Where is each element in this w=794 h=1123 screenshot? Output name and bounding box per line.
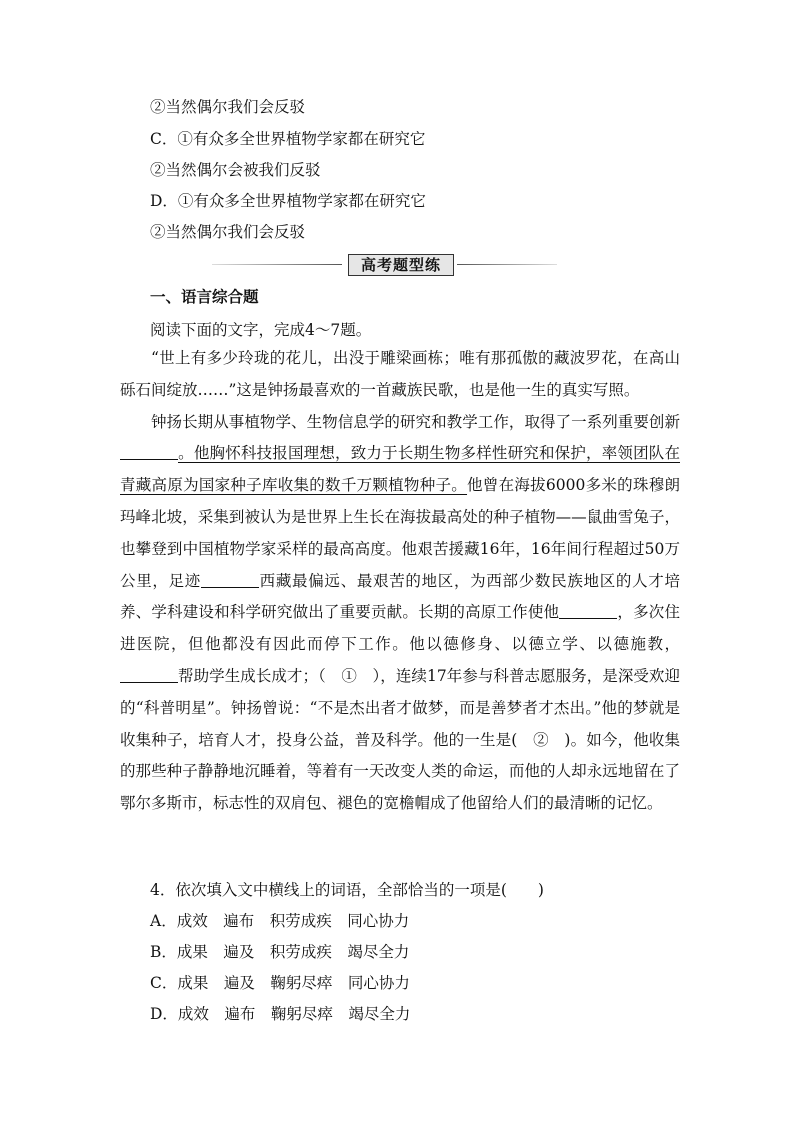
fill-blank <box>120 443 178 460</box>
banner-rule-right <box>457 264 557 265</box>
passage-text: 他曾在海拔6000多米的珠穆朗玛峰北坡，采集到被认为是世界上生长在海拔最高处的种子植物——鼠曲雪兔子，也攀登到中国植物学家采样的最高高度。他艰苦援藏16年，16年间行程超过50万公里，足迹 <box>120 476 680 590</box>
underlined-sentence: 。他胸怀科技报国理想，致力于长期生物多样性研究和保护，率领团队在青藏高原为国家种子库收集的数千万颗植物种子。 <box>120 444 680 495</box>
passage-text: ，多次住进医院，但他都没有因此而停下工作。他以德修身、以德立学、以德施教， <box>120 603 680 654</box>
option-d-line-2: ②当然偶尔我们会反驳 <box>150 223 306 241</box>
banner-rule-left <box>212 264 342 265</box>
section-banner <box>212 254 557 276</box>
section-heading: 一、语言综合题 <box>150 288 259 306</box>
passage <box>120 343 680 820</box>
passage-text: 钟扬长期从事植物学、生物信息学的研究和教学工作，取得了一系列重要创新 <box>151 412 680 431</box>
fill-blank <box>201 571 259 588</box>
passage-paragraph-2 <box>120 407 680 820</box>
option-c-line-1: C．①有众多全世界植物学家都在研究它 <box>150 130 426 148</box>
reading-instruction: 阅读下面的文字，完成4～7题。 <box>150 321 372 339</box>
question-4-stem: 4．依次填入文中横线上的词语，全部恰当的一项是( ) <box>150 881 544 899</box>
option-c-line-2: ②当然偶尔会被我们反驳 <box>150 161 321 179</box>
question-4-option-a: A．成效 遍布 积劳成疾 同心协力 <box>150 912 410 930</box>
question-4-option-c: C．成果 遍及 鞠躬尽瘁 同心协力 <box>150 974 410 992</box>
passage-text: 西藏最偏远、最艰苦的地区，为西部少数民族地区的人才培养、学科建设和科学研究做出了重要贡献。长期的高原工作使他 <box>120 571 680 622</box>
question-4-option-d: D．成效 遍布 鞠躬尽瘁 竭尽全力 <box>150 1005 411 1023</box>
passage-paragraph-1: “世上有多少玲珑的花儿，出没于雕梁画栋；唯有那孤傲的藏波罗花，在高山砾石间绽放……”这是钟扬最喜欢的一首藏族民歌，也是他一生的真实写照。 <box>120 349 680 399</box>
option-b-line-2: ②当然偶尔我们会反驳 <box>150 98 306 116</box>
passage-text: 帮助学生成长成才；（ ① ），连续17年参与科普志愿服务，是深受欢迎的“科普明星”。钟扬曾说：“不是杰出者才做梦，而是善梦者才杰出。”他的梦就是收集种子，培育人才，投身公益，普及科学。他的一生是( ② )。如今，他收集的那些种子静静地沉睡着，等着有一天改变人类的命运，而他的人却永远地留在了鄂尔多斯市，标志性的双肩包、褪色的宽檐帽成了他留给人们的最清晰的记忆。 <box>120 666 680 813</box>
option-d-line-1: D．①有众多全世界植物学家都在研究它 <box>150 192 426 210</box>
banner-label: 高考题型练 <box>348 254 454 276</box>
fill-blank <box>120 666 178 683</box>
fill-blank <box>559 602 617 619</box>
question-4-option-b: B．成果 遍及 积劳成疾 竭尽全力 <box>150 943 410 961</box>
